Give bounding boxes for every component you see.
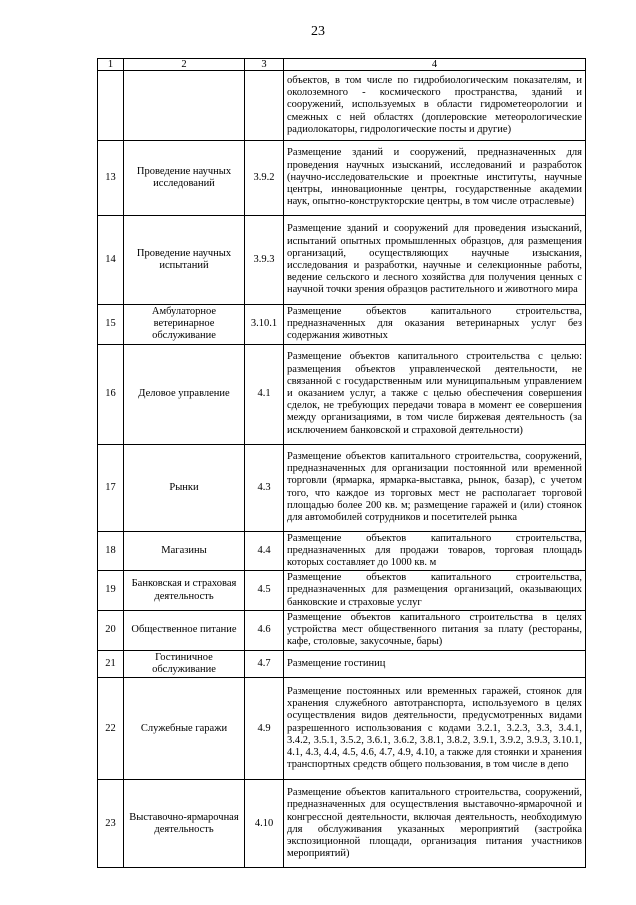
row-number: 23 [98,780,124,868]
use-type-name: Общественное питание [124,610,245,650]
row-number: 14 [98,216,124,305]
use-type-description: Размещение гостиниц [284,650,586,677]
use-type-description: Размещение объектов капитального строительства, сооружений, предназначенных для организации постоянной или временной торговли (ярмарка, ярмарка-выставка, рынок, базар), с учетом того, что каждое из торговых мест не располагает торговой площадью более 200 кв. м; размещение гаражей и (или) стоянок для автомобилей сотрудников и посетителей рынка [284,444,586,531]
continuation-row [98,71,586,141]
use-type-name: Гостиничное обслуживание [124,650,245,677]
use-type-name: Деловое управление [124,344,245,444]
row-number: 20 [98,610,124,650]
row-number: 17 [98,444,124,531]
row-number: 16 [98,344,124,444]
use-type-code: 4.10 [245,780,284,868]
use-type-name: Амбулаторное ветеринарное обслуживание [124,305,245,345]
use-type-description: Размещение объектов капитального строительства, предназначенных для размещения организаций, оказывающих банковские и страховые услуг [284,571,586,611]
use-type-code: 3.10.1 [245,305,284,345]
table-row [98,305,586,345]
row-number: 13 [98,141,124,216]
header-col-1: 1 [98,59,124,71]
header-col-3: 3 [245,59,284,71]
table-row [98,216,586,305]
use-type-code: 4.1 [245,344,284,444]
table-row [98,571,586,611]
use-type-description: Размещение зданий и сооружений, предназначенных для проведения научных изысканий, исследований и разработок (научно-исследовательские и проектные институты, научные центры, инновационные центры, государственные академии наук, опытно-конструкторские центры, в том числе отраслевые) [284,141,586,216]
use-type-description: Размещение объектов капитального строительства, сооружений, предназначенных для осуществления выставочно-ярмарочной и конгрессной деятельности, включая деятельность, необходимую для обслуживания указанных мероприятий (застройка экспозиционной площади, организация питания участников мероприятий) [284,780,586,868]
row-number: 15 [98,305,124,345]
use-type-name: Служебные гаражи [124,678,245,780]
column-number-header-row [98,59,586,71]
use-type-description: Размещение объектов капитального строительства, предназначенных для продажи товаров, торговая площадь которых составляет до 1000 кв. м [284,531,586,571]
use-type-description: Размещение объектов капитального строительства с целью: размещения объектов управленческой деятельности, не связанной с государственным или муниципальным управлением и оказанием услуг, а также с целью обеспечения совершения сделок, не требующих передачи товара в момент ее совершения между организациями, в том числе биржевая деятельность (за исключением банковской и страховой деятельности) [284,344,586,444]
header-col-4: 4 [284,59,586,71]
page-number: 23 [311,24,325,39]
use-type-name: Выставочно-ярмарочная деятельность [124,780,245,868]
cell-name [124,71,245,141]
use-type-name: Рынки [124,444,245,531]
header-col-2: 2 [124,59,245,71]
table-row [98,344,586,444]
table-row [98,531,586,571]
use-type-name: Банковская и страховая деятельность [124,571,245,611]
row-number: 21 [98,650,124,677]
use-type-code: 4.7 [245,650,284,677]
continuation-description: объектов, в том числе по гидробиологическим показателям, и околоземного - космического пространства, зданий и сооружений, используемых в области гидрометеорологии и смежных с ней областях (доплеровские метеорологические радиолокаторы, гидрологические посты и другие) [284,71,586,141]
use-type-code: 4.5 [245,571,284,611]
table-row [98,678,586,780]
table-row [98,141,586,216]
table-row [98,650,586,677]
use-type-description: Размещение объектов капитального строительства, предназначенных для оказания ветеринарных услуг без содержания животных [284,305,586,345]
land-use-table [97,58,586,868]
use-type-name: Проведение научных исследований [124,141,245,216]
table-row [98,610,586,650]
use-type-code: 4.6 [245,610,284,650]
use-type-name: Проведение научных испытаний [124,216,245,305]
use-type-code: 3.9.3 [245,216,284,305]
use-type-code: 4.9 [245,678,284,780]
cell-num [98,71,124,141]
table-row [98,780,586,868]
use-type-description: Размещение постоянных или временных гаражей, стоянок для хранения служебного автотранспорта, используемого в целях осуществления видов деятельности, предусмотренных видами разрешенного использования с кодами 3.2.1, 3.2.3, 3.3, 3.4.1, 3.4.2, 3.5.1, 3.5.2, 3.6.1, 3.6.2, 3.8.1, 3.8.2, 3.9.1, 3.9.2, 3.9.3, 3.10.1, 4.1, 4.3, 4.4, 4.5, 4.6, 4.7, 4.9, 4.10, а также для стоянки и хранения транспортных средств общего пользования, в том числе в депо [284,678,586,780]
row-number: 19 [98,571,124,611]
use-type-code: 4.4 [245,531,284,571]
use-type-description: Размещение объектов капитального строительства в целях устройства мест общественного питания за плату (рестораны, кафе, столовые, закусочные, бары) [284,610,586,650]
table-row [98,444,586,531]
row-number: 22 [98,678,124,780]
use-type-description: Размещение зданий и сооружений для проведения изысканий, испытаний опытных промышленных образцов, для размещения организаций, осуществляющих научные изыскания, исследования и разработки, научные и селекционные работы, ведение сельского и лесного хозяйства для получения ценных с научной точки зрения образцов растительного и животного мира [284,216,586,305]
use-type-code: 3.9.2 [245,141,284,216]
cell-code [245,71,284,141]
use-type-code: 4.3 [245,444,284,531]
row-number: 18 [98,531,124,571]
use-type-name: Магазины [124,531,245,571]
